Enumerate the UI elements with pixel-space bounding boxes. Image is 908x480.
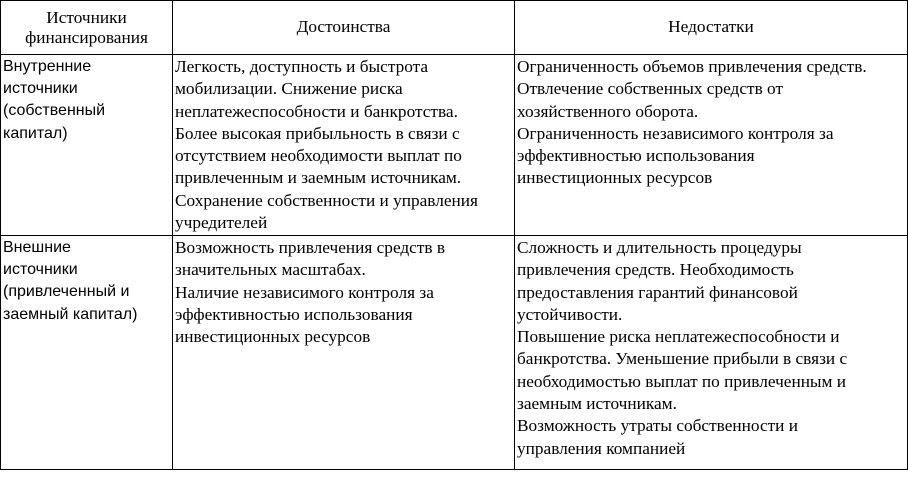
text-line: заемный капитал) — [3, 305, 138, 323]
text-line: предоставления гарантий финансовой — [517, 282, 798, 302]
text-line: эффективностью использования — [517, 146, 755, 166]
text-line: (привлеченный и — [3, 283, 130, 301]
text-line: Наличие независимого контроля за — [175, 282, 434, 302]
text-line: устойчивости. — [517, 304, 623, 324]
disadvantages-cell — [515, 55, 908, 236]
text-line: источники — [3, 261, 78, 279]
header-disadvantages: Недостатки — [515, 1, 908, 55]
text-line: необходимостью выплат по привлеченным и — [517, 371, 847, 391]
text-line: эффективностью использования — [175, 304, 413, 324]
text-line: хозяйственного оборота. — [517, 101, 699, 121]
text-line: Повышение риска неплатежеспособности и — [517, 327, 840, 347]
header-row — [1, 1, 908, 55]
text-line: Сохранение собственности и управления — [175, 190, 478, 210]
text-line: (собственный — [3, 102, 106, 120]
text-line: Сложность и длительность процедуры — [517, 238, 802, 257]
table-row-external — [1, 236, 908, 470]
text-line: Отвлечение собственных средств от — [517, 79, 784, 99]
text-line: Ограниченность объемов привлечения средств. — [517, 57, 867, 76]
text-line: Возможность утраты собственности и — [517, 416, 798, 436]
text-line: Ограниченность независимого контроля за — [517, 123, 834, 143]
text-line: учредителей — [175, 213, 268, 233]
table-row-internal — [1, 55, 908, 236]
text-line: инвестиционных ресурсов — [517, 168, 713, 188]
text-line: источники — [3, 80, 78, 98]
text-line: Легкость, доступность и быстрота — [175, 57, 429, 76]
text-line: инвестиционных ресурсов — [175, 327, 371, 347]
text-line: неплатежеспособности и банкротства. — [175, 101, 458, 121]
advantages-cell — [173, 236, 515, 470]
text-line: значительных масштабах. — [175, 260, 366, 280]
header-sources — [1, 1, 173, 55]
disadvantages-cell — [515, 236, 908, 470]
text-line: Более высокая прибыльность в связи с — [175, 123, 460, 143]
text-line: Внутренние — [3, 58, 92, 75]
header-sources-line: Источники — [46, 7, 127, 27]
header-sources-line: финансирования — [25, 27, 148, 47]
text-line: капитал) — [3, 124, 68, 142]
text-line: отсутствием необходимости выплат по — [175, 146, 462, 166]
header-advantages: Достоинства — [173, 1, 515, 55]
text-line: привлеченным и заемным источникам. — [175, 168, 462, 188]
text-line: банкротства. Уменьшение прибыли в связи с — [517, 349, 848, 369]
text-line: Внешние — [3, 239, 71, 256]
text-line: привлечения средств. Необходимость — [517, 260, 794, 280]
text-line: заемным источникам. — [517, 394, 677, 414]
advantages-cell — [173, 55, 515, 236]
source-cell — [1, 236, 173, 470]
source-cell — [1, 55, 173, 236]
text-line: Возможность привлечения средств в — [175, 238, 446, 257]
text-line: управления компанией — [517, 438, 686, 458]
text-line: мобилизации. Снижение риска — [175, 79, 403, 99]
